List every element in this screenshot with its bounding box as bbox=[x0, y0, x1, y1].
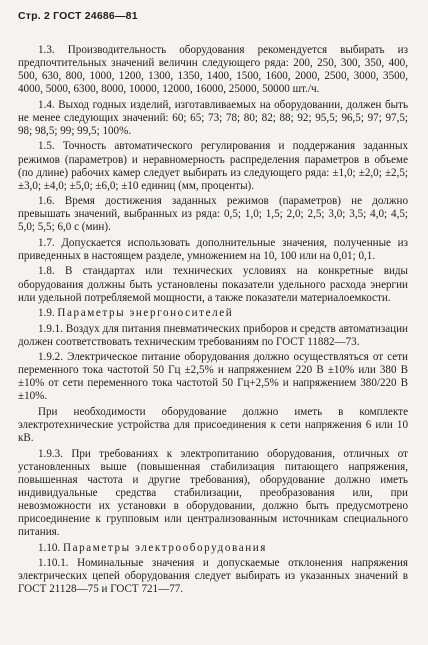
paragraph-number: 1.5. bbox=[38, 140, 55, 153]
paragraph-1-10-1 bbox=[18, 557, 408, 596]
paragraph-text: Электрическое питание оборудования должно осуществляться от сети переменного тока частотой 50 Гц ±2,5% и напряжением 220 В ±10% или 380 В ±10% от сети переменного тока частотой 50 Гц+2,5% и напряжением 380/220 В ±10%. bbox=[18, 351, 408, 403]
paragraph-text: Допускается использовать дополнительные значения, полученные из приведенных в настоящем разделе, умножением на 10, 100 или на 0,01; 0,1. bbox=[18, 236, 408, 262]
paragraph-text: Время достижения заданных режимов (параметров) не должно превышать значений, выбранных из ряда: 0,5; 1,0; 1,5; 2,0; 2,5; 3,0; 3,5; 4,0; 4,5; 5,0; 5,5; 6,0 с (мин). bbox=[18, 195, 408, 234]
section-heading-1-10 bbox=[18, 542, 408, 555]
paragraph-text: Точность автоматического регулирования и поддержания заданных режимов (параметров) и неравномерность распределения параметров в объеме (по длине) рабочих камер следует выбирать из следующего ряда: ±1,0; ±2,0; ±2,5; ±3,0; ±4,0; ±5,0; ±6,0; ±10 единиц (мм, проценты). bbox=[18, 140, 408, 192]
paragraph-number: 1.9. bbox=[38, 307, 55, 320]
paragraph-1-5 bbox=[18, 140, 408, 192]
paragraph-1-6 bbox=[18, 195, 408, 234]
paragraph-text: При необходимости оборудование должно иметь в комплекте электротехнические устройства для присоединения к сети напряжения 6 или 10 кВ. bbox=[18, 405, 408, 445]
paragraph-text: Воздух для питания пневматических приборов и средств автоматизации должен соответствовать техническим требованиям по ГОСТ 11882—73. bbox=[18, 322, 408, 348]
section-heading-text: Параметры электрооборудования bbox=[62, 541, 267, 554]
section-heading-1-9 bbox=[18, 307, 408, 320]
paragraph-number: 1.9.2. bbox=[38, 351, 63, 364]
page-header: Стр. 2 ГОСТ 24686—81 bbox=[18, 10, 138, 22]
paragraph-1-9-2 bbox=[18, 351, 408, 403]
paragraph-number: 1.9.1. bbox=[38, 322, 63, 335]
paragraph-number: 1.7. bbox=[38, 236, 55, 249]
paragraph-text: В стандартах или технических условиях на конкретные виды оборудования должны быть установлены показатели удельного расхода энергии или удельной потребляемой мощности, а также показатели материалоемкости. bbox=[18, 265, 408, 304]
paragraph-number: 1.10.1. bbox=[38, 557, 69, 570]
paragraph-1-7 bbox=[18, 237, 408, 263]
paragraph-number: 1.3. bbox=[38, 44, 55, 56]
paragraph-text: При требованиях к электропитанию оборудования, отличных от установленных выше (повышенная стабилизация питающего напряжения, повышенная частота и другие требования), оборудование должно иметь индивидуальные средства стабилизации, преобразования или, при невозможности их установки в оборудовании, должно быть предусмотрено присоединение к групповым или централизованным источникам специального питания. bbox=[18, 447, 408, 539]
section-heading-text: Параметры энергоносителей bbox=[57, 307, 234, 320]
paragraph-number: 1.8. bbox=[38, 265, 55, 278]
paragraph-number: 1.9.3. bbox=[38, 447, 63, 460]
paragraph-1-4 bbox=[18, 99, 408, 138]
paragraph-1-9-1 bbox=[18, 323, 408, 349]
document-body bbox=[18, 44, 408, 599]
paragraph-1-8 bbox=[18, 265, 408, 304]
paragraph-text: Выход годных изделий, изготавливаемых на оборудовании, должен быть не менее следующих значений: 60; 65; 73; 78; 80; 82; 88; 92; 95,5; 96,5; 97; 97,5; 98; 98,5; 99; 99,5; 100%. bbox=[18, 98, 409, 137]
paragraph-1-9-3 bbox=[18, 448, 408, 540]
paragraph-number: 1.6. bbox=[38, 195, 55, 208]
paragraph-text: Номинальные значения и допускаемые отклонения напряжения электрических цепей оборудования следует выбирать из указанных значений в ГОСТ 21128—75 и ГОСТ 721—77. bbox=[18, 557, 408, 596]
paragraph-number: 1.4. bbox=[38, 98, 55, 111]
paragraph-number: 1.10. bbox=[38, 541, 61, 554]
paragraph-1-3 bbox=[18, 44, 408, 96]
paragraph-text: Производительность оборудования рекомендуется выбирать из предпочтительных значений величин следующего ряда: 200, 250, 300, 350, 400, 500, 630, 800, 1000, 1200, 1300, 1350, 1400, 1500, 1600, 2000, 2500, 3000, 3500, 4000, 5000, 6300, 8000, 10000, 12000, 16000, 25000, 50000 шт./ч. bbox=[18, 44, 408, 96]
paragraph-1-9-2-cont bbox=[18, 406, 408, 445]
